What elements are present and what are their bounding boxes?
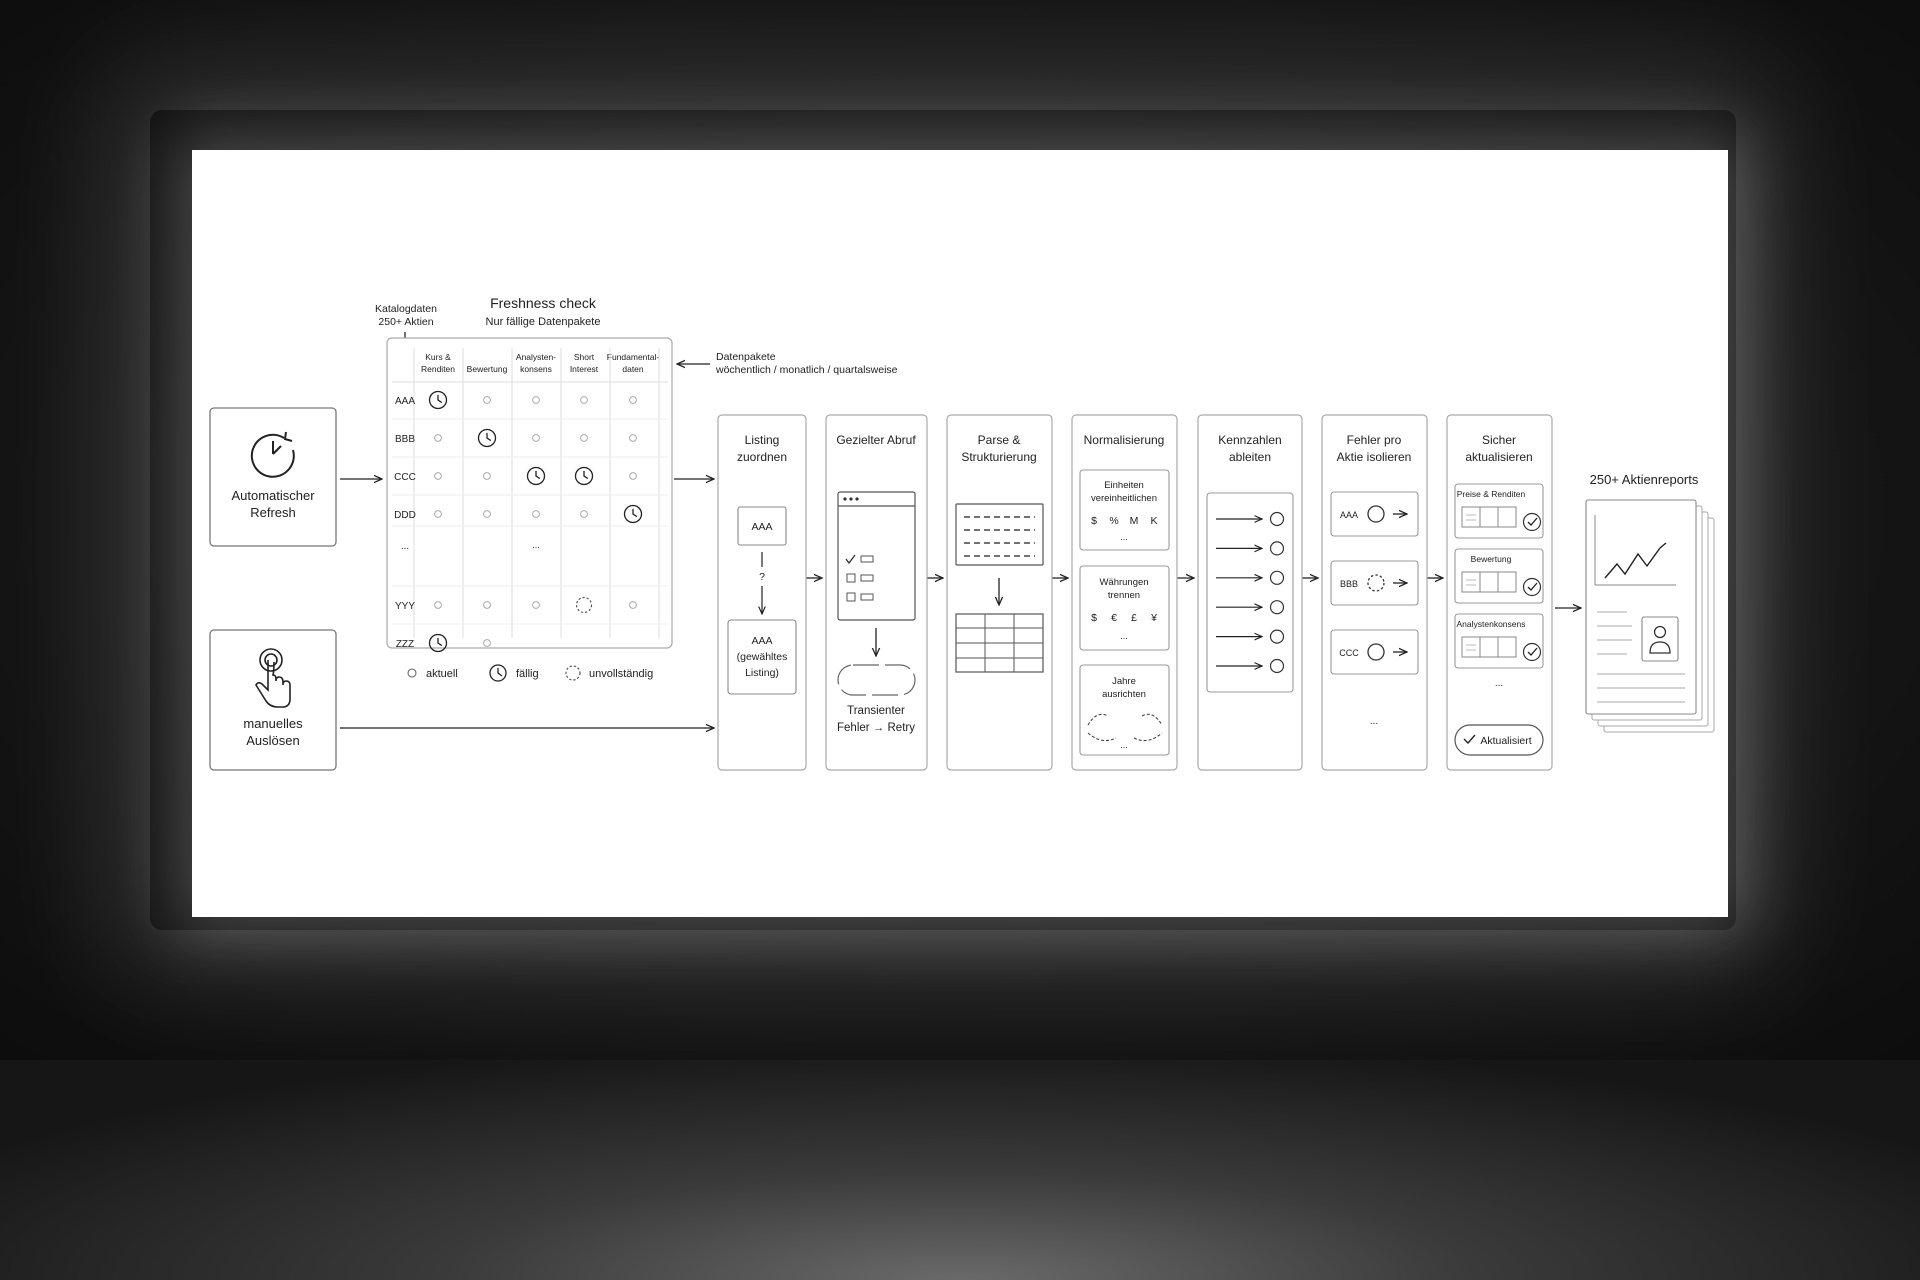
error-ticker-label: AAA — [1339, 510, 1359, 520]
currency-symbol-pound: £ — [1131, 612, 1137, 624]
update-card-label: Preise & Renditen — [1456, 489, 1526, 499]
currency-ellipsis: ... — [1120, 631, 1128, 641]
freshness-col-header: daten — [622, 364, 644, 374]
stage-normalize — [1072, 415, 1177, 770]
years-label-1: Jahre — [1112, 676, 1136, 687]
listing-title-2: zuordnen — [736, 450, 788, 464]
floor-reflection — [0, 1060, 1920, 1280]
update-title-1: Sicher — [1481, 433, 1517, 447]
listing-candidate: AAA — [751, 521, 773, 533]
report-profile-icon — [1642, 617, 1678, 661]
normalize-title: Normalisierung — [1083, 433, 1165, 447]
unit-symbol-percent: % — [1109, 515, 1119, 527]
unit-symbol-k: K — [1150, 515, 1158, 527]
unit-symbol-dollar: $ — [1091, 515, 1097, 527]
units-label-1: Einheiten — [1104, 480, 1144, 491]
freshness-col-header: Interest — [569, 364, 599, 374]
stage-fetch — [826, 415, 927, 770]
listing-selected-1: AAA — [751, 635, 773, 647]
errors-title-2: Aktie isolieren — [1336, 450, 1412, 464]
structured-table-icon — [956, 614, 1043, 672]
freshness-col-header: Kurs & — [425, 352, 451, 362]
freshness-row-ticker: DDD — [394, 510, 416, 521]
browser-window-icon — [838, 492, 915, 620]
update-ellipsis: ... — [1494, 678, 1504, 689]
freshness-col-header: Fundamental- — [606, 352, 660, 362]
raw-document-icon — [956, 504, 1043, 565]
error-ticker-card — [1331, 561, 1418, 605]
freshness-row-ticker: BBB — [394, 434, 416, 445]
freshness-table-frame — [387, 338, 672, 648]
metrics-title-2: ableiten — [1228, 450, 1272, 464]
currency-symbol-yen: ¥ — [1151, 612, 1157, 624]
errors-title-1: Fehler pro — [1346, 433, 1402, 447]
catalog-label-line2: 250+ Aktien — [378, 316, 434, 328]
error-ticker-label: BBB — [1339, 579, 1359, 589]
freshness-col-header: konsens — [520, 364, 552, 374]
manual-trigger-label: manuelles Auslösen — [243, 716, 303, 748]
update-cards — [1455, 484, 1543, 668]
legend-incomplete: unvollständig — [589, 668, 654, 680]
update-card — [1455, 484, 1543, 538]
legend-due-icon — [490, 665, 506, 681]
update-card — [1455, 549, 1543, 603]
legend-current: aktuell — [426, 668, 458, 680]
units-ellipsis: ... — [1120, 532, 1128, 542]
parse-title-1: Parse & — [977, 433, 1021, 447]
listing-selected-2: (gewähltes — [736, 651, 788, 663]
auto-refresh-box[interactable] — [210, 408, 336, 546]
errors-ellipsis: ... — [1369, 716, 1379, 727]
freshness-title: Freshness check — [490, 295, 596, 311]
freshness-col-header: Analysten- — [515, 352, 557, 362]
packets-label-line2: wöchentlich / monatlich / quartalsweise — [716, 364, 898, 376]
projection-screen — [192, 150, 1728, 917]
years-label-2: ausrichten — [1102, 689, 1146, 700]
status-updated-label: Aktualisiert — [1480, 735, 1532, 747]
fetch-note-1: Transienter — [847, 705, 905, 717]
packets-label-line1: Datenpakete — [716, 351, 776, 363]
output-reports — [1586, 472, 1714, 732]
currency-symbol-euro: € — [1111, 612, 1117, 624]
freshness-ellipsis: ... — [532, 540, 540, 550]
error-ticker-card — [1331, 630, 1418, 674]
update-card — [1455, 614, 1543, 668]
error-cards — [1331, 492, 1418, 674]
stage-parse — [947, 415, 1052, 770]
parse-title-2: Strukturierung — [961, 450, 1037, 464]
pipeline-diagram — [192, 150, 1728, 917]
metrics-title-1: Kennzahlen — [1218, 433, 1282, 447]
currency-label-2: trennen — [1107, 590, 1141, 601]
stage-errors — [1322, 415, 1427, 770]
listing-selected-3: Listing) — [745, 667, 779, 679]
manual-trigger-box[interactable] — [210, 630, 336, 770]
stage-listing — [718, 415, 806, 770]
update-card-label: Bewertung — [1470, 554, 1512, 564]
catalog-label-line1: Katalogdaten — [375, 303, 437, 315]
units-label-2: vereinheitlichen — [1090, 493, 1158, 504]
freshness-row-ticker: CCC — [394, 472, 416, 483]
legend-due: fällig — [516, 668, 539, 680]
output-title: 250+ Aktienreports — [1589, 472, 1699, 487]
status-updated-pill[interactable] — [1455, 725, 1543, 755]
legend-incomplete-icon — [566, 666, 580, 680]
currency-label-1: Währungen — [1099, 577, 1149, 588]
freshness-col-header: Renditen — [420, 364, 456, 374]
stage-update — [1447, 415, 1552, 770]
freshness-col-header: Bewertung — [466, 364, 508, 374]
freshness-subtitle: Nur fällige Datenpakete — [485, 316, 601, 328]
error-ticker-card — [1331, 492, 1418, 536]
listing-title-1: Listing — [744, 433, 780, 447]
fetch-note-2: Fehler → Retry — [837, 722, 915, 734]
years-ellipsis: ... — [1120, 740, 1128, 750]
freshness-col-header: Short — [573, 352, 595, 362]
fetch-title: Gezielter Abruf — [836, 433, 916, 447]
update-card-label: Analystenkonsens — [1456, 619, 1526, 629]
listing-question: ? — [759, 571, 765, 583]
freshness-row-ticker: ... — [400, 541, 410, 552]
freshness-row-ticker: ZZZ — [395, 639, 415, 650]
freshness-row-ticker: AAA — [394, 396, 416, 407]
freshness-legend — [408, 665, 653, 681]
currency-symbol-dollar: $ — [1091, 612, 1097, 624]
error-ticker-label: CCC — [1339, 648, 1359, 658]
freshness-row-ticker: YYY — [394, 601, 416, 612]
unit-symbol-m: M — [1129, 515, 1139, 527]
stage-metrics — [1198, 415, 1302, 770]
update-title-2: aktualisieren — [1465, 450, 1533, 464]
auto-refresh-label: Automatischer Refresh — [231, 488, 315, 520]
